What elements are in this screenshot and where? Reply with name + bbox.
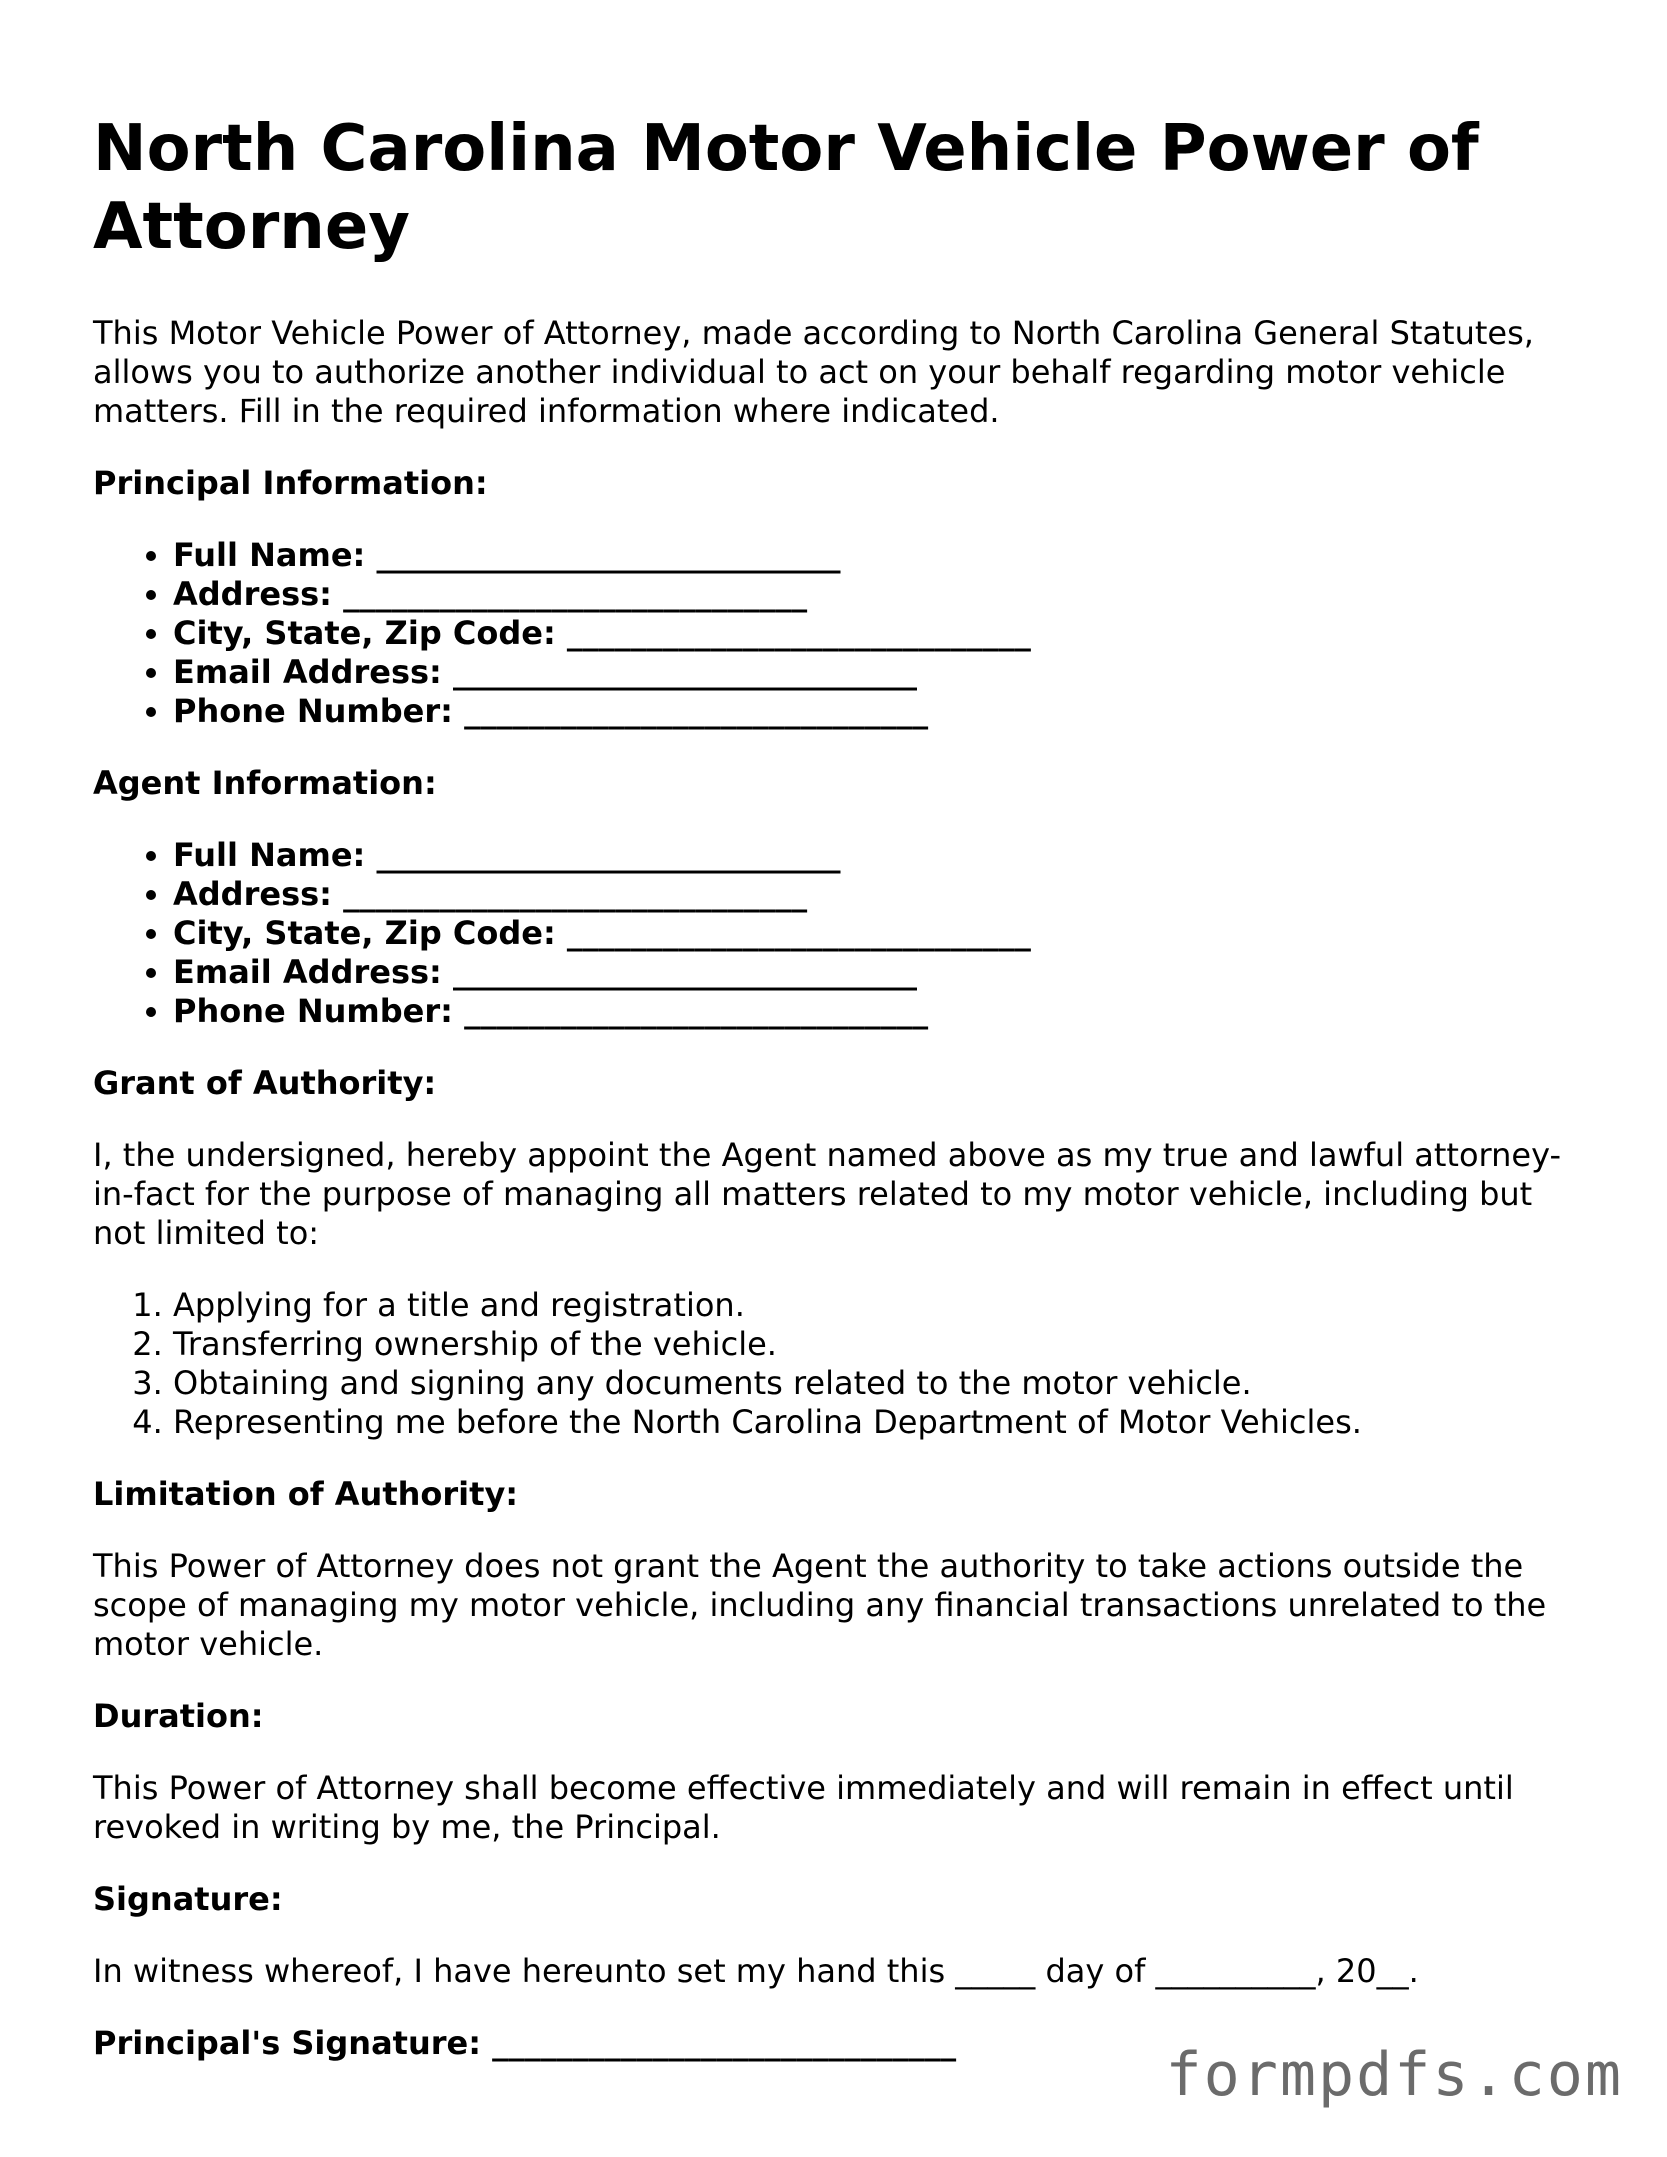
principal-phone-field: • Phone Number: _____________________________ [173,692,1593,731]
agent-full-name-field: • Full Name: _____________________________ [173,836,1593,875]
principal-email-blank[interactable]: _____________________________ [452,653,917,691]
principal-city-state-zip-blank[interactable]: _____________________________ [566,614,1031,652]
grant-item: 2. Transferring ownership of the vehicle. [173,1325,1593,1364]
principal-signature-blank[interactable]: _____________________________ [492,2024,957,2062]
agent-heading: Agent Information: [93,764,437,802]
grant-items-list [93,1286,1593,1442]
intro-paragraph: This Motor Vehicle Power of Attorney, made according to North Carolina General Statutes, allows you to authorize another individual to act on your behalf regarding motor vehicle matters. Fill in the required information where indicated. [93,314,1534,430]
agent-city-state-zip-blank[interactable]: _____________________________ [566,914,1031,952]
agent-fields-list [93,836,1593,1031]
principal-email-field: • Email Address: _____________________________ [173,653,1593,692]
duration-paragraph: This Power of Attorney shall become effective immediately and will remain in effect until revoked in writing by me, the Principal. [93,1769,1514,1846]
duration-heading: Duration: [93,1697,264,1735]
grant-item: 3. Obtaining and signing any documents related to the motor vehicle. [173,1364,1593,1403]
principal-address-blank[interactable]: _____________________________ [343,575,808,613]
limitation-paragraph: This Power of Attorney does not grant the Agent the authority to take actions outside the scope of managing my motor vehicle, including any financial transactions unrelated to the motor vehicle. [93,1547,1547,1663]
grant-heading: Grant of Authority: [93,1064,437,1102]
principal-address-field: • Address: _____________________________ [173,575,1593,614]
grant-paragraph: I, the undersigned, hereby appoint the Agent named above as my true and lawful attorney-in-fact for the purpose of managing all matters related to my motor vehicle, including but not limited to: [93,1136,1562,1252]
principal-signature-line: Principal's Signature: _____________________________ [93,2024,957,2062]
grant-item: 4. Representing me before the North Carolina Department of Motor Vehicles. [173,1403,1593,1442]
agent-city-state-zip-field: • City, State, Zip Code: _____________________________ [173,914,1593,953]
document-page [93,110,1593,2063]
grant-item: 1. Applying for a title and registration. [173,1286,1593,1325]
principal-full-name-field: • Full Name: _____________________________ [173,536,1593,575]
principal-full-name-blank[interactable]: _____________________________ [376,536,841,574]
document-title: North Carolina Motor Vehicle Power of Attorney [93,112,1479,264]
limitation-heading: Limitation of Authority: [93,1475,519,1513]
principal-heading: Principal Information: [93,464,488,502]
agent-address-blank[interactable]: _____________________________ [343,875,808,913]
watermark: formpdfs.com [1165,2040,1623,2110]
witness-paragraph: In witness whereof, I have hereunto set my hand this _____ day of __________, 20__. [93,1952,1419,1990]
agent-email-blank[interactable]: _____________________________ [452,953,917,991]
principal-phone-blank[interactable]: _____________________________ [464,692,929,730]
agent-phone-field: • Phone Number: _____________________________ [173,992,1593,1031]
principal-city-state-zip-field: • City, State, Zip Code: _____________________________ [173,614,1593,653]
signature-heading: Signature: [93,1880,283,1918]
agent-phone-blank[interactable]: _____________________________ [464,992,929,1030]
agent-full-name-blank[interactable]: _____________________________ [376,836,841,874]
agent-email-field: • Email Address: _____________________________ [173,953,1593,992]
principal-fields-list [93,536,1593,731]
agent-address-field: • Address: _____________________________ [173,875,1593,914]
